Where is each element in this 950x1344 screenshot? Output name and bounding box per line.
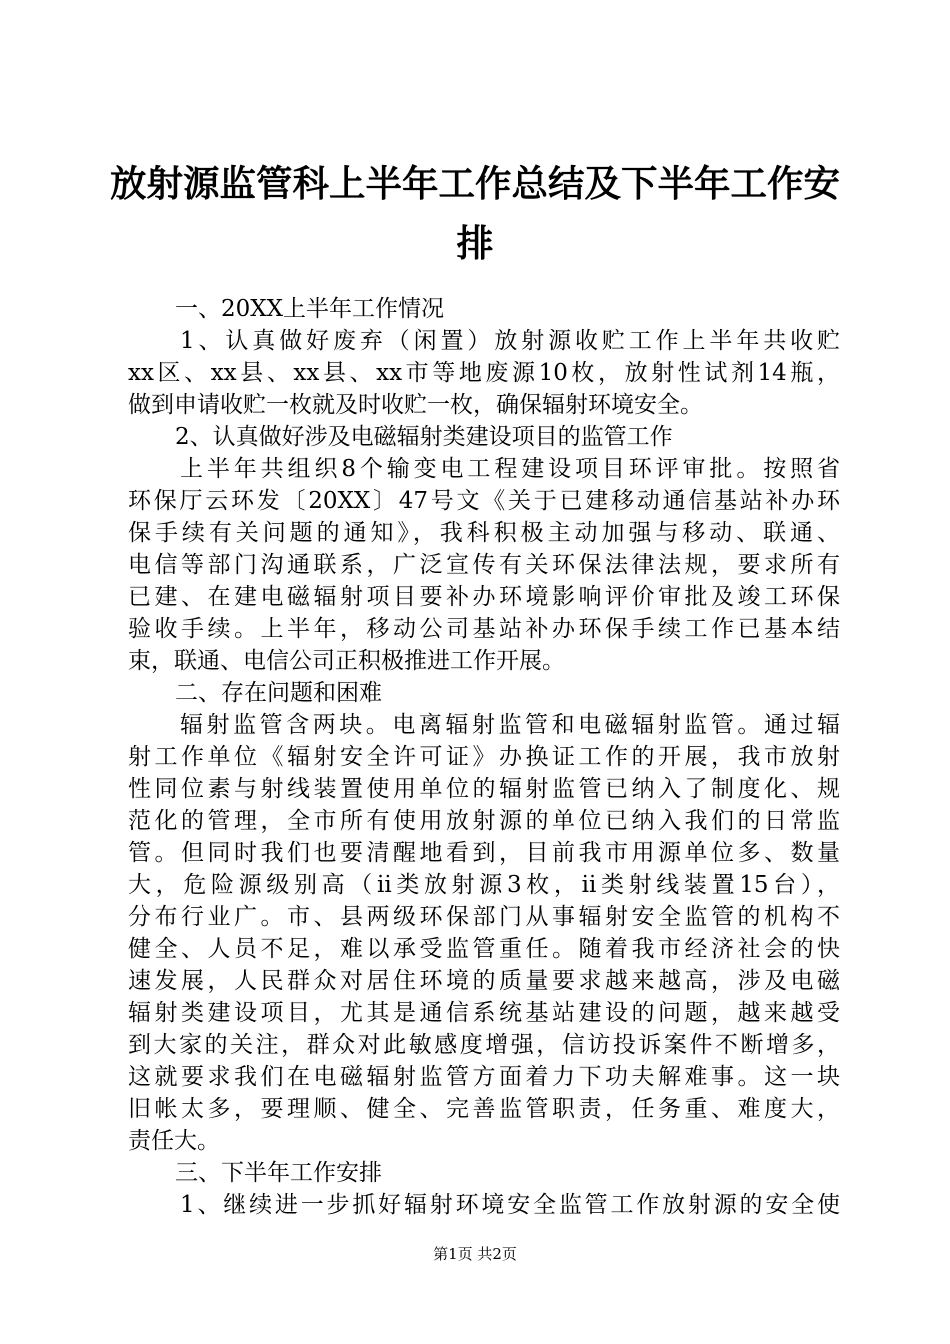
paragraph-line: 大，危险源级别高（ⅱ类放射源3枚，ⅱ类射线装置15台）， <box>128 872 840 898</box>
paragraph-line: 做到申请收贮一枚就及时收贮一枚，确保辐射环境安全。 <box>128 392 703 418</box>
paragraph-line: 速发展，人民群众对居住环境的质量要求越来越高，涉及电磁 <box>128 968 840 994</box>
paragraph-line: 保手续有关问题的通知》，我科积极主动加强与移动、联通、 <box>128 520 840 546</box>
section-heading-3: 三、下半年工作安排 <box>175 1160 382 1186</box>
paragraph-line: 旧帐太多，要理顺、健全、完善监管职责，任务重、难度大， <box>128 1096 840 1122</box>
paragraph-line: 1、继续进一步抓好辐射环境安全监管工作放射源的安全使 <box>180 1192 840 1218</box>
paragraph-line: 管。但同时我们也要清醒地看到，目前我市用源单位多、数量 <box>128 840 840 866</box>
paragraph-line: 环保厅云环发〔20XX〕47号文《关于已建移动通信基站补办环 <box>128 488 840 514</box>
paragraph-line: 上半年共组织8个输变电工程建设项目环评审批。按照省 <box>180 456 840 482</box>
subheading-line: 2、认真做好涉及电磁辐射类建设项目的监管工作 <box>175 424 673 450</box>
paragraph-line: 到大家的关注，群众对此敏感度增强，信访投诉案件不断增多， <box>128 1032 840 1058</box>
document-title-line-2: 排 <box>456 222 494 265</box>
section-heading-1: 一、20XX上半年工作情况 <box>175 296 445 322</box>
paragraph-line: 责任大。 <box>128 1128 220 1154</box>
paragraph-line: 电信等部门沟通联系，广泛宣传有关环保法律法规，要求所有 <box>128 552 840 578</box>
paragraph-line: 性同位素与射线装置使用单位的辐射监管已纳入了制度化、规 <box>128 776 840 802</box>
paragraph-line: 分布行业广。市、县两级环保部门从事辐射安全监管的机构不 <box>128 904 840 930</box>
section-heading-2: 二、存在问题和困难 <box>175 680 382 706</box>
paragraph-line: 辐射监管含两块。电离辐射监管和电磁辐射监管。通过辐 <box>180 712 840 738</box>
paragraph-line: 束，联通、电信公司正积极推进工作开展。 <box>128 648 565 674</box>
paragraph-line: 验收手续。上半年，移动公司基站补办环保手续工作已基本结 <box>128 616 840 642</box>
paragraph-line: 1、认真做好废弃（闲置）放射源收贮工作上半年共收贮 <box>180 328 840 354</box>
document-body <box>128 293 840 1221</box>
paragraph-line: xx区、xx县、xx县、xx市等地废源10枚，放射性试剂14瓶， <box>128 360 840 386</box>
page-number-footer: 第1页 共2页 <box>433 1245 517 1263</box>
paragraph-line: 范化的管理，全市所有使用放射源的单位已纳入我们的日常监 <box>128 808 840 834</box>
paragraph-line: 已建、在建电磁辐射项目要补办环境影响评价审批及竣工环保 <box>128 584 840 610</box>
paragraph-line: 这就要求我们在电磁辐射监管方面着力下功夫解难事。这一块 <box>128 1064 840 1090</box>
paragraph-line: 健全、人员不足，难以承受监管重任。随着我市经济社会的快 <box>128 936 840 962</box>
paragraph-line: 射工作单位《辐射安全许可证》办换证工作的开展，我市放射 <box>128 744 840 770</box>
document-title-line-1: 放射源监管科上半年工作总结及下半年工作安 <box>110 162 840 205</box>
paragraph-line: 辐射类建设项目，尤其是通信系统基站建设的问题，越来越受 <box>128 1000 840 1026</box>
